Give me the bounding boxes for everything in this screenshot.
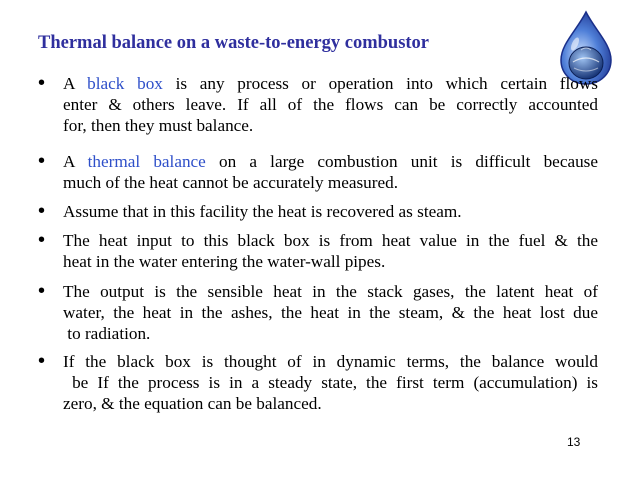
bullet-line: The output is the sensible heat in the stack gases, the latent heat of [63,282,598,301]
bullet-text [63,230,598,272]
bullet-line: much of the heat cannot be accurately measured. [63,173,398,192]
bullet-line: zero, & the equation can be balanced. [63,394,322,413]
highlight-term: thermal balance [87,152,206,171]
bullet-line: enter & others leave. If all of the flows can be correctly accounted [63,95,598,114]
bullet-line: Assume that in this facility the heat is recovered as steam. [63,202,462,221]
bullet-marker: • [38,229,46,251]
bullet-line: The heat input to this black box is from heat value in the fuel & the [63,231,598,250]
highlight-term: black box [87,74,163,93]
bullet-text [63,151,598,193]
bullet-line: for, then they must balance. [63,116,254,135]
bullet-marker: • [38,200,46,222]
bullet-line: If the black box is thought of in dynamic terms, the balance would [63,352,598,371]
bullet-line: heat in the water entering the water-wall pipes. [63,252,386,271]
bullet-line: be If the process is in a steady state, the first term (accumulation) is [63,373,599,392]
bullet-text [63,73,598,136]
bullet-text [63,351,598,414]
page-number: 13 [567,435,581,449]
bullet-marker: • [38,350,46,372]
bullet-line: to radiation. [63,324,151,343]
bullet-line: A black box is any process or operation into which certain flows [63,74,598,93]
bullet-text [63,201,598,222]
bullet-marker: • [38,150,46,172]
bullet-text [63,281,598,344]
bullet-line: water, the heat in the ashes, the heat in the steam, & the heat lost due [63,303,598,322]
bullet-line: A thermal balance on a large combustion unit is difficult because [63,152,598,171]
slide-title: Thermal balance on a waste-to-energy combustor [38,33,430,53]
bullet-marker: • [38,72,46,94]
bullet-marker: • [38,280,46,302]
